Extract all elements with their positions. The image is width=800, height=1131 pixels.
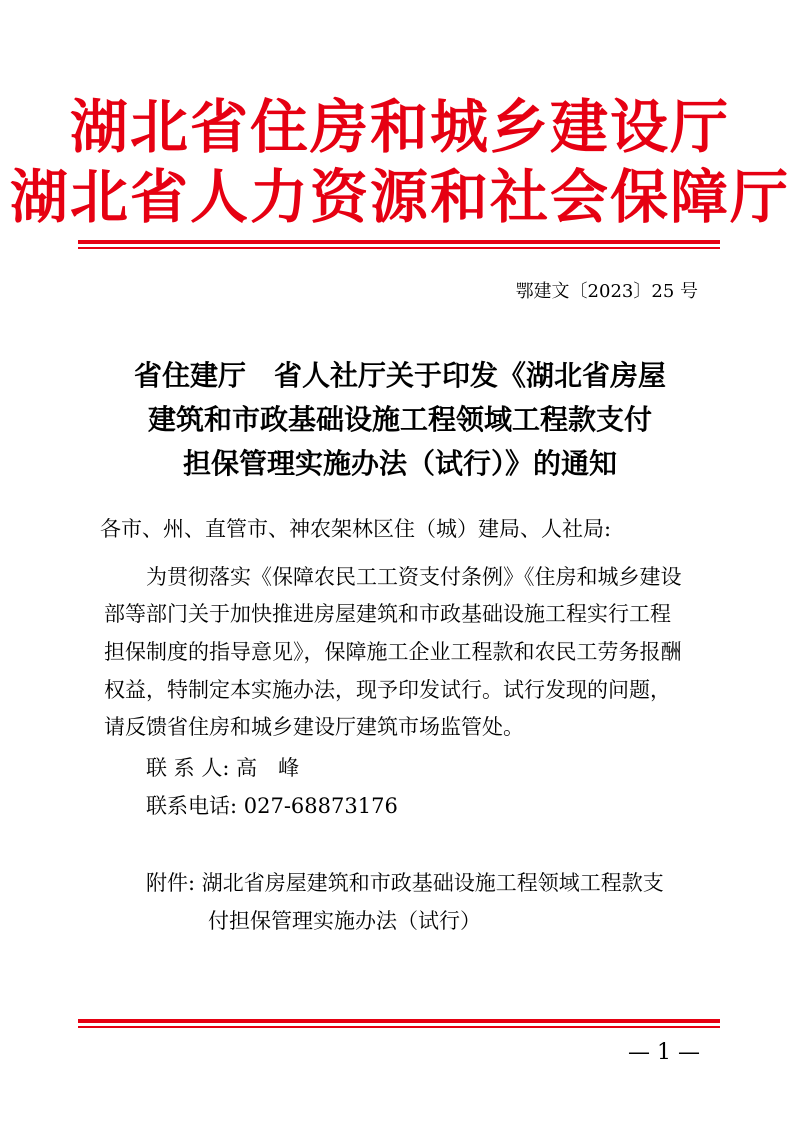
notice-title-line-3: 担保管理实施办法（试行）》的通知 [182,447,617,480]
issuer-line-hr-department: 湖北省人力资源和社会保障厅 [9,163,790,231]
document-number: 鄂建文〔2023〕25 号 [515,281,698,302]
page-number: — 1 — [628,1040,700,1065]
header-divider-thick [78,240,720,244]
attachment-line-1: 附件: 湖北省房屋建筑和市政基础设施工程领域工程款支 [146,871,664,895]
paragraph-line: 请反馈省住房和城乡建设厅建筑市场监管处。 [104,715,524,739]
paragraph-line: 担保制度的指导意见》，保障施工企业工程款和农民工劳务报酬 [104,640,682,664]
paragraph-line: 权益，特制定本实施办法，现予印发试行。试行发现的问题， [104,678,671,702]
paragraph-line: 部等部门关于加快推进房屋建筑和市政基础设施工程实行工程 [104,602,671,626]
contact-person: 联 系 人: 高 峰 [146,756,300,780]
footer-divider-thick [78,1019,720,1023]
header-divider-thin [78,247,720,249]
recipients-line: 各市、州、直管市、神农架林区住（城）建局、人社局: [100,517,612,541]
footer-divider-thin [78,1026,720,1028]
issuer-line-housing-department: 湖北省住房和城乡建设厅 [69,93,730,161]
attachment-line-2: 付担保管理实施办法（试行） [208,909,481,933]
paragraph-line: 为贯彻落实《保障农民工工资支付条例》《住房和城乡建设 [146,565,682,589]
notice-title-line-1: 省住建厅 省人社厅关于印发《湖北省房屋 [133,359,666,392]
notice-title-line-2: 建筑和市政基础设施工程领域工程款支付 [147,403,652,436]
contact-phone: 联系电话: 027-68873176 [146,794,398,818]
